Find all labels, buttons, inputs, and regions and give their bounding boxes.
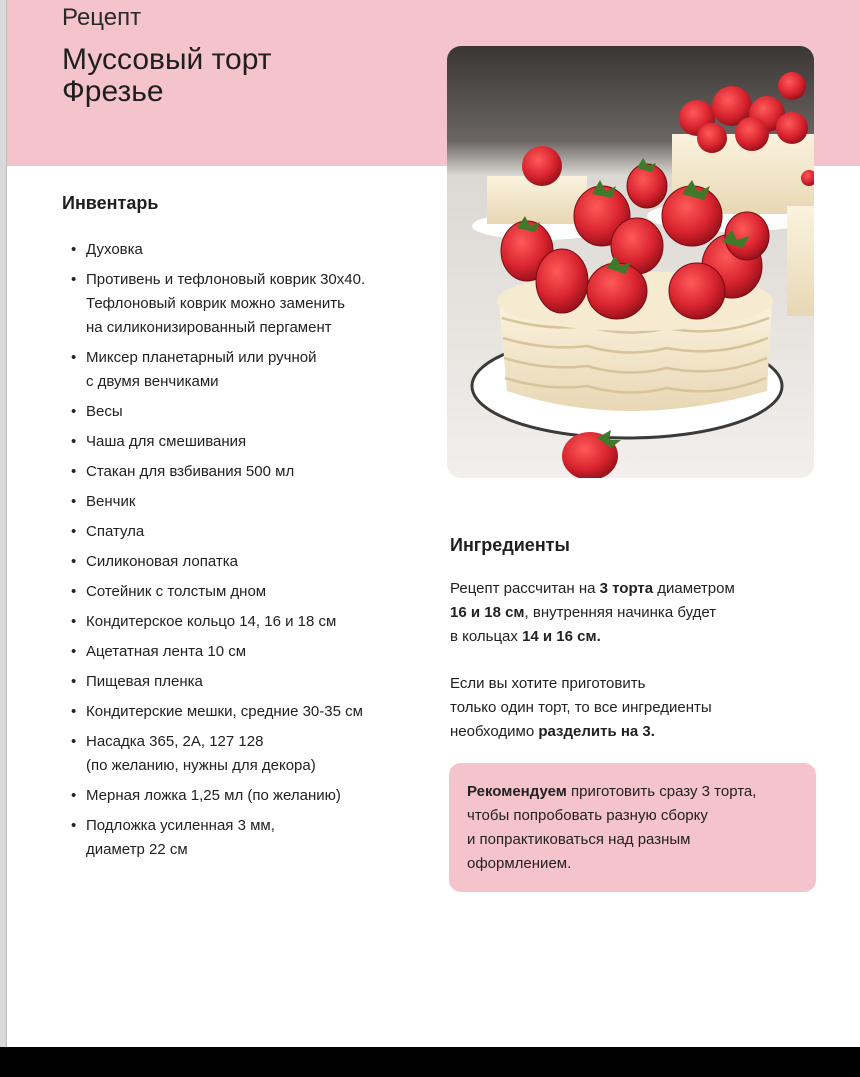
inventory-item-line: диаметр 22 см — [86, 841, 188, 858]
inventory-item-line: • Подложка усиленная 3 мм, — [86, 817, 275, 834]
inventory-item-line: на силиконизированный пергамент — [86, 319, 332, 336]
inventory-item — [70, 490, 430, 514]
paragraph-line: Если вы хотите приготовить — [450, 675, 646, 692]
inventory-item — [70, 580, 430, 604]
ingredients-servings-paragraph — [450, 577, 810, 649]
inventory-item-line: • Ацетатная лента 10 см — [86, 643, 247, 660]
callout-line: и попрактиковаться над разным — [467, 831, 691, 848]
paragraph-line: Рецепт рассчитан на 3 торта диаметром — [450, 580, 735, 597]
inventory-item — [70, 346, 430, 394]
inventory-item-line: • Весы — [86, 403, 123, 420]
callout-line: Рекомендуем приготовить сразу 3 торта, — [467, 783, 757, 800]
inventory-item — [70, 640, 430, 664]
inventory-item-line: (по желанию, нужны для декора) — [86, 757, 316, 774]
callout-line: чтобы попробовать разную сборку — [467, 807, 708, 824]
inventory-item-line: Тефлоновый коврик можно заменить — [86, 295, 345, 312]
inventory-item-line: • Кондитерские мешки, средние 30-35 см — [86, 703, 363, 720]
paragraph-line: необходимо разделить на 3. — [450, 723, 655, 740]
inventory-item-line: • Миксер планетарный или ручной — [86, 349, 317, 366]
inventory-item-line: • Духовка — [86, 241, 143, 258]
strawberry-cake-illustration — [447, 46, 814, 478]
inventory-item-line: • Противень и тефлоновый коврик 30х40. — [86, 271, 366, 288]
recommendation-callout — [449, 763, 816, 892]
bottom-bar — [0, 1047, 860, 1077]
inventory-item-line: • Кондитерское кольцо 14, 16 и 18 см — [86, 613, 337, 630]
ingredients-divide-paragraph — [450, 672, 810, 744]
inventory-item — [70, 550, 430, 574]
inventory-item — [70, 520, 430, 544]
page-title — [62, 44, 392, 108]
inventory-item-line: • Мерная ложка 1,25 мл (по желанию) — [86, 787, 341, 804]
paragraph-line: 16 и 18 см, внутренняя начинка будет — [450, 604, 717, 621]
inventory-item — [70, 460, 430, 484]
inventory-item — [70, 814, 430, 862]
ingredients-heading: Ингредиенты — [450, 535, 570, 555]
paragraph-line: только один торт, то все ингредиенты — [450, 699, 712, 716]
inventory-item — [70, 268, 430, 340]
inventory-item-line: • Насадка 365, 2А, 127 128 — [86, 733, 264, 750]
inventory-item — [70, 670, 430, 694]
inventory-item-line: с двумя венчиками — [86, 373, 219, 390]
page-title-line: Муссовый торт — [62, 43, 272, 76]
inventory-heading: Инвентарь — [62, 193, 159, 213]
page-eyebrow: Рецепт — [62, 4, 142, 31]
inventory-item-line: • Силиконовая лопатка — [86, 553, 238, 570]
inventory-item-line: • Венчик — [86, 493, 136, 510]
cake-photo — [447, 46, 814, 478]
inventory-item-line: • Пищевая пленка — [86, 673, 203, 690]
inventory-item — [70, 700, 430, 724]
inventory-item — [70, 784, 430, 808]
inventory-list — [70, 238, 430, 868]
inventory-item-line: • Стакан для взбивания 500 мл — [86, 463, 295, 480]
inventory-item — [70, 430, 430, 454]
inventory-item — [70, 610, 430, 634]
inventory-item — [70, 730, 430, 778]
inventory-item — [70, 238, 430, 262]
inventory-item-line: • Спатула — [86, 523, 145, 540]
page-title-line: Фрезье — [62, 75, 164, 108]
inventory-item — [70, 400, 430, 424]
callout-line: оформлением. — [467, 855, 572, 872]
paragraph-line: в кольцах 14 и 16 см. — [450, 628, 601, 645]
page-left-edge — [0, 0, 7, 1077]
inventory-item-line: • Чаша для смешивания — [86, 433, 247, 450]
inventory-item-line: • Сотейник с толстым дном — [86, 583, 267, 600]
